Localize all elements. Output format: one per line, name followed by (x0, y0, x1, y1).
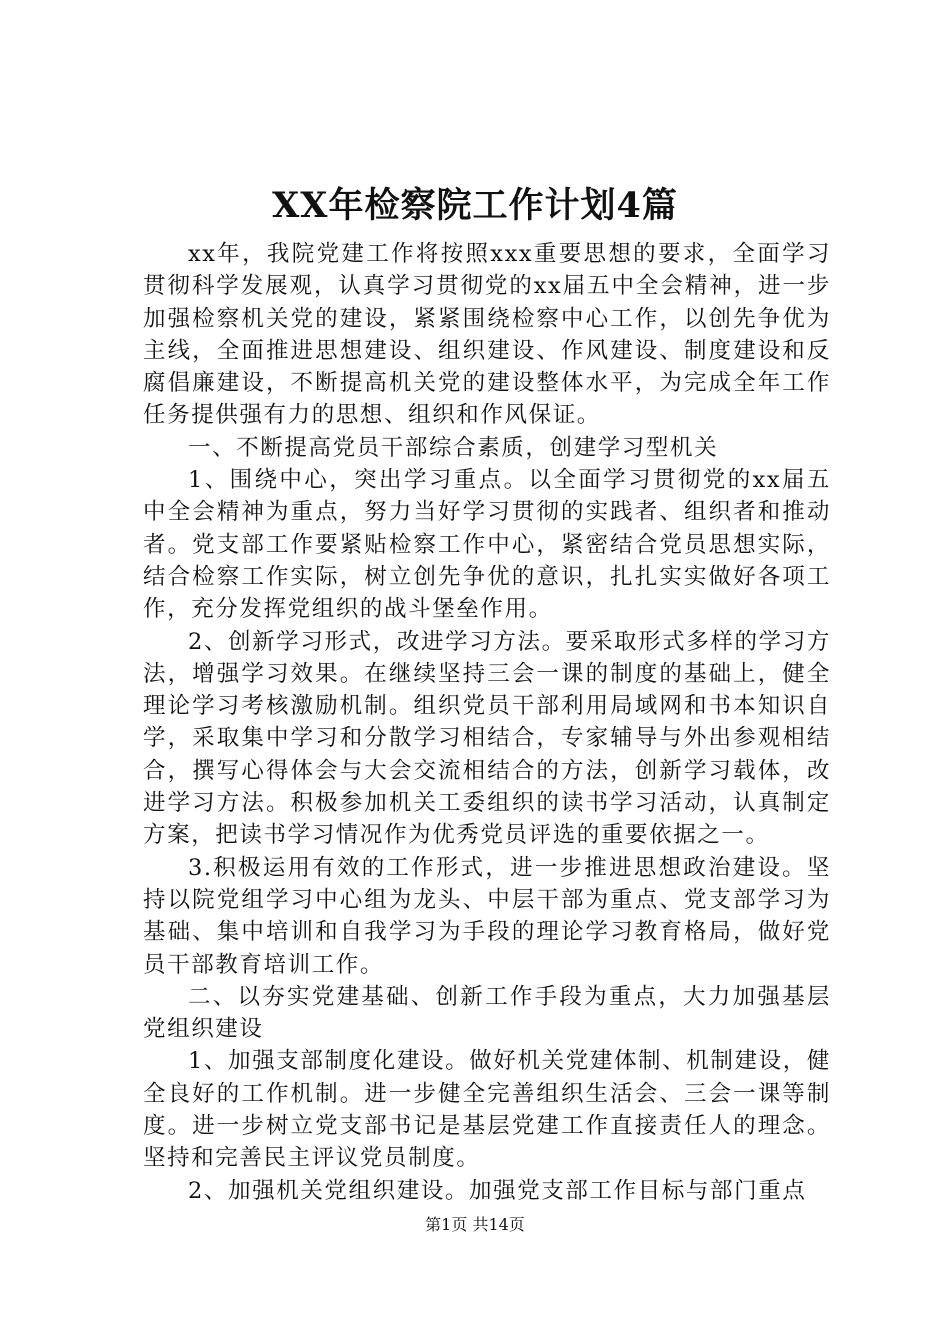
paragraph-1-3: 3.积极运用有效的工作形式，进一步推进思想政治建设。坚持以院党组学习中心组为龙头、中层干部为重点、党支部学习为基础、集中培训和自我学习为手段的理论学习教育格局，做好党员干部教育培训工作。 (143, 854, 831, 978)
document-title: XX年检察院工作计划4篇 (272, 185, 678, 226)
section-heading-2: 二、以夯实党建基础、创新工作手段为重点，大力加强基层党组织建设 (143, 983, 831, 1043)
page-number-footer: 第1页 共14页 (425, 1215, 525, 1234)
paragraph-1-1: 1、围绕中心，突出学习重点。以全面学习贯彻党的xx届五中全会精神为重点，努力当好学习贯彻的实践者、组织者和推动者。党支部工作要紧贴检察工作中心，紧密结合党员思想实际，结合检察工作实际，树立创先争优的意识，扎扎实实做好各项工作，充分发挥党组织的战斗堡垒作用。 (143, 467, 831, 623)
section-heading-1: 一、不断提高党员干部综合素质，创建学习型机关 (188, 434, 719, 461)
paragraph-intro: xx年，我院党建工作将按照xxx重要思想的要求，全面学习贯彻科学发展观，认真学习贯彻党的xx届五中全会精神，进一步加强检察机关党的建设，紧紧围绕检察中心工作，以创先争优为主线，全面推进思想建设、组织建设、作风建设、制度建设和反腐倡廉建设，不断提高机关党的建设整体水平，为完成全年工作任务提供强有力的思想、组织和作风保证。 (143, 241, 831, 429)
paragraph-2-1: 1、加强支部制度化建设。做好机关党建体制、机制建设，健全良好的工作机制。进一步健全完善组织生活会、三会一课等制度。进一步树立党支部书记是基层党建工作直接责任人的理念。坚持和完善民主评议党员制度。 (143, 1048, 831, 1172)
paragraph-1-2: 2、创新学习形式，改进学习方法。要采取形式多样的学习方法，增强学习效果。在继续坚持三会一课的制度的基础上，健全理论学习考核激励机制。组织党员干部利用局域网和书本知识自学，采取集中学习和分散学习相结合，专家辅导与外出参观相结合，撰写心得体会与大会交流相结合的方法，创新学习载体，改进学习方法。积极参加机关工委组织的读书学习活动，认真制定方案，把读书学习情况作为优秀党员评选的重要依据之一。 (143, 628, 831, 849)
paragraph-2-2: 2、加强机关党组织建设。加强党支部工作目标与部门重点 (188, 1177, 807, 1204)
document-body (143, 238, 831, 1207)
